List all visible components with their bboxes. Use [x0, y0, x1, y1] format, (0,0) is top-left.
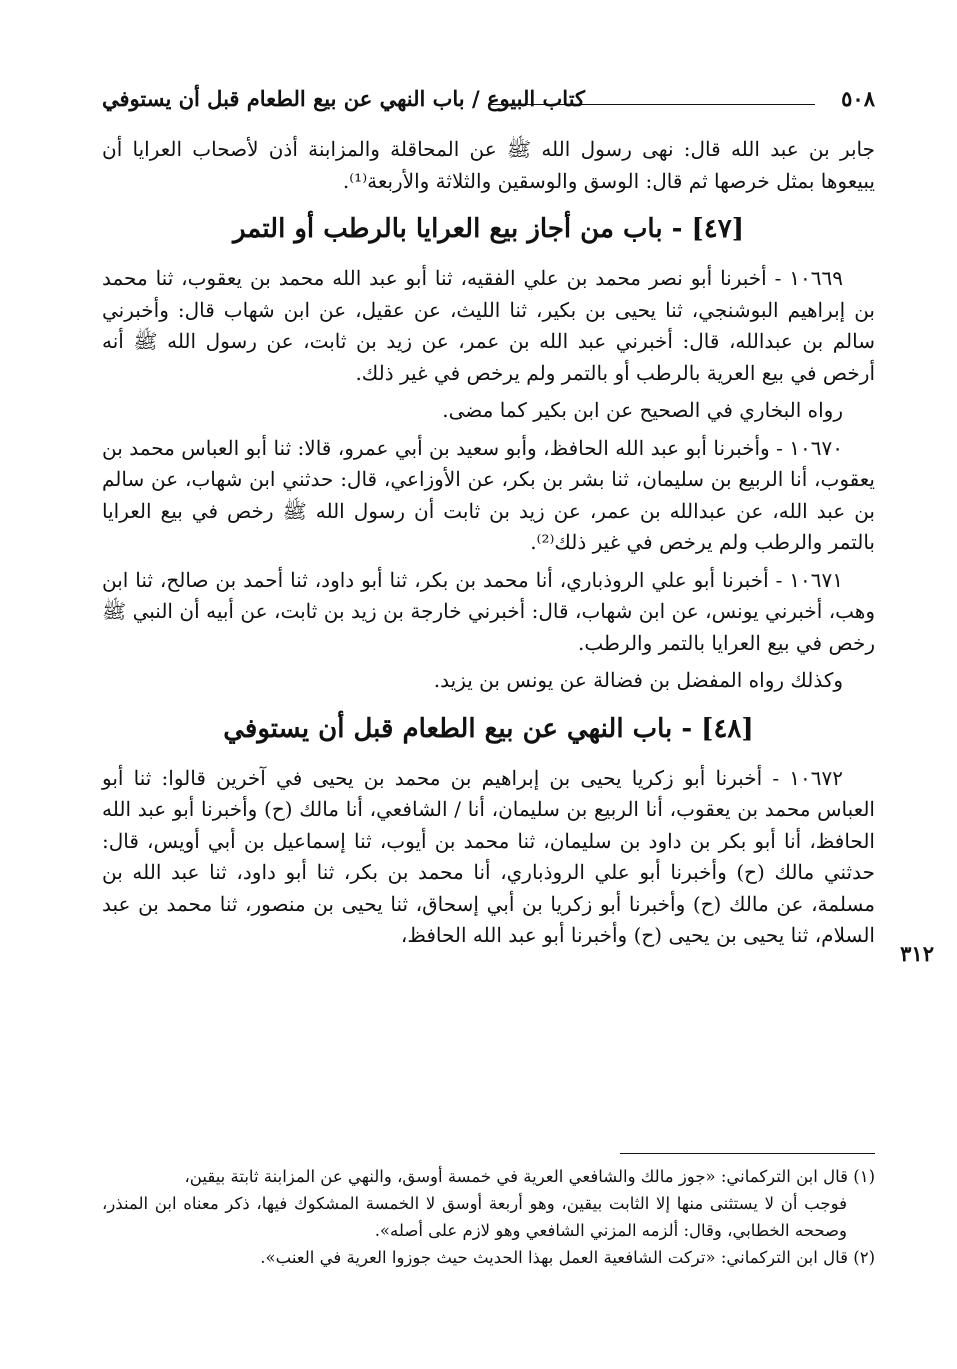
paragraph: جابر بن عبد الله قال: نهى رسول الله ﷺ عن المحاقلة والمزابنة أذن لأصحاب العرايا أن يبيعوها بمثل خرصها ثم قال: الوسق والوسقين والثلاثة والأربعة⁽¹⁾. — [102, 137, 875, 193]
hadith-10669: ١٠٦٦٩ - أخبرنا أبو نصر محمد بن علي الفقيه، ثنا أبو عبد الله محمد بن يعقوب، ثنا محمد بن إبراهيم البوشنجي، ثنا يحيى بن بكير، ثنا الليث، عن عقيل، عن ابن شهاب قال: وأخبرني سالم بن عبدالله، قال: أخبرني عبد الله بن عمر، عن زيد بن ثابت، عن رسول الله ﷺ أنه أرخص في بيع العرية بالرطب أو بالتمر ولم يرخص في غير ذلك. — [102, 266, 875, 385]
running-title: كتاب البيوع / باب النهي عن بيع الطعام قبل أن يستوفي — [102, 86, 586, 111]
page-number: ٥٠٨ — [841, 86, 875, 111]
chapter-heading-47: [٤٧] - باب من أجاز بيع العرايا بالرطب أو التمر — [232, 214, 745, 244]
footnote-rule — [620, 1153, 875, 1154]
page-header — [102, 82, 875, 116]
footnote-1: (١) قال ابن التركماني: «جوز مالك والشافعي العرية في خمسة أوسق، والنهي عن المزابنة ثابتة بيقين، — [184, 1167, 875, 1186]
paragraph: وكذلك رواه المفضل بن فضالة عن يونس بن يزيد. — [433, 668, 843, 692]
footnotes — [102, 1163, 875, 1271]
hadith-10671: ١٠٦٧١ - أخبرنا أبو علي الروذباري، أنا محمد بن بكر، ثنا أبو داود، ثنا أحمد بن صالح، ثنا ابن وهب، أخبرني يونس، عن ابن شهاب، قال: أخبرني خارجة بن زيد بن ثابت، عن أبيه أن النبي ﷺ رخص في بيع العرايا بالتمر والرطب. — [102, 567, 875, 655]
margin-page-number: ٣١٢ — [900, 941, 934, 966]
main-text — [102, 134, 875, 952]
hadith-10672: ١٠٦٧٢ - أخبرنا أبو زكريا يحيى بن إبراهيم بن محمد بن يحيى في آخرين قالوا: ثنا أبو العباس محمد بن يعقوب، أنا الربيع بن سليمان، أنا / الشافعي، أنا مالك (ح) وأخبرنا أبو عبد الله الحافظ، أنا أبو بكر بن داود بن سليمان، ثنا محمد بن أيوب، ثنا إسماعيل بن أبي أويس، قال: حدثني مالك (ح) وأخبرنا أبو علي الروذباري، أنا محمد بن بكر، ثنا أبو داود، ثنا عبد الله بن مسلمة، عن مالك (ح) وأخبرنا أبو زكريا بن أبي إسحاق، ثنا يحيى بن منصور، ثنا محمد بن عبد السلام، ثنا يحيى بن يحيى (ح) وأخبرنا أبو عبد الله الحافظ، — [102, 765, 875, 947]
paragraph: رواه البخاري في الصحيح عن ابن بكير كما مضى. — [442, 398, 843, 422]
footnote-1-continued: فوجب أن لا يستثنى منها إلا الثابت بيقين، وهو أربعة أوسق لا الخمسة المشكوك فيها، ذكر معناه ابن المنذر، وصححه الخطابي، وقال: ألزمه المزني الشافعي وهو لازم على أصله». — [102, 1194, 847, 1240]
hadith-10670: ١٠٦٧٠ - وأخبرنا أبو عبد الله الحافظ، وأبو سعيد بن أبي عمرو، قالا: ثنا أبو العباس محمد بن يعقوب، أنا الربيع بن سليمان، ثنا بشر بن بكر، عن الأوزاعي، قال: حدثني ابن شهاب، عن سالم بن عبد الله، عن عبدالله بن عمر، عن زيد بن ثابت أن رسول الله ﷺ رخص في بيع العرايا بالتمر والرطب ولم يرخص في غير ذلك⁽²⁾. — [102, 435, 875, 554]
chapter-heading-48: [٤٨] - باب النهي عن بيع الطعام قبل أن يستوفي — [223, 713, 754, 744]
footnote-2: (٢) قال ابن التركماني: «تركت الشافعية العمل بهذا الحديث حيث جوزوا العرية في العنب». — [260, 1248, 875, 1267]
